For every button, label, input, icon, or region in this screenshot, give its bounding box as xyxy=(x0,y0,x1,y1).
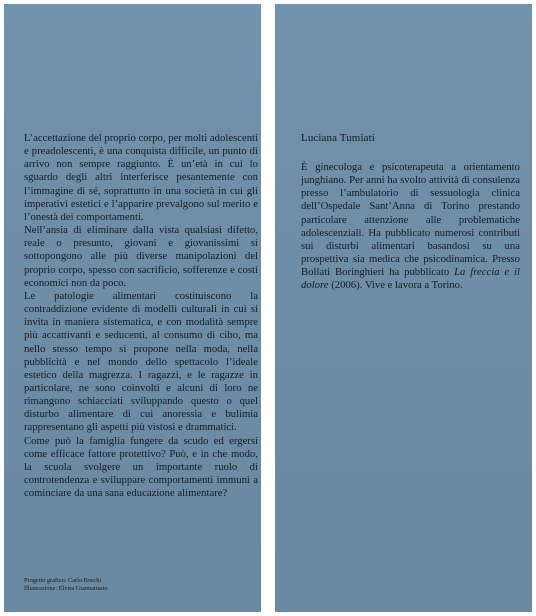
author-bio-paragraph xyxy=(301,161,520,293)
blurb-paragraph-1: L’accettazione del proprio corpo, per molti adolescenti e preadolescenti, è una conquista difficile, un punto di arrivo non sempre raggiunto. È un’età in cui lo sguardo degli altri interferisce pesantemente con l’immagine di sé, soprattutto in una società in cui gli imperativi estetici e l’apparire prevalgono sul merito e l’onestà dei comportamenti. xyxy=(24,132,258,223)
author-bio xyxy=(301,161,520,293)
blurb-paragraph-4: Come può la famiglia fungere da scudo ed ergersi come efficace fattore protettivo? Può, e in che modo, la scuola svolgere un importante ruolo di controtendenza e sviluppare comportamenti immuni a cominciare da una sana educazione alimentare? xyxy=(24,434,258,500)
blurb-paragraph-2: Nell’ansia di eliminare dalla vista qualsiasi difetto, reale o presunto, giovani e giovanissimi si sottopongono alle più diverse manipolazioni del proprio corpo, spesso con sacrificio, sofferenze e costi economici non da poco. xyxy=(24,224,258,289)
book-title: La freccia e il dolore xyxy=(301,266,520,292)
blurb-text xyxy=(24,132,258,500)
blurb-paragraph-3: Le patologie alimentari costituiscono la contraddizione evidente di modelli culturali in cui si invita in maniera sistematica, e con modalità sempre più accattivanti e seducenti, al consumo di cibo, ma nello stesso tempo si propone nella moda, nella pubblicità e nel mondo dello spettacolo l’ideale estetico della magrezza. I ragazzi, e le ragazze in particolare, ne sono coinvolti e alcuni di loro ne rimangono schiacciati sviluppando questo o quel disturbo alimentare di cui anoressia e bulimia rappresentano gli aspetti più vistosi e drammatici. xyxy=(24,289,258,434)
left-flap xyxy=(4,4,261,612)
bio-text-after: (2006). Vive e lavora a Torino. xyxy=(328,279,463,292)
flap-divider xyxy=(261,0,275,616)
design-credit: Progetto grafico: Carlo Boschi xyxy=(24,577,102,584)
author-name: Luciana Tumiati xyxy=(301,132,375,144)
right-flap xyxy=(275,4,532,612)
bio-text-before: È ginecologa e psicoterapeuta a orientamento junghiano. Per anni ha svolto attività di consulenza presso l’ambulatorio di sessuologia clinica dell’Ospedale Sant’Anna di Torino prestando particolare attenzione alle problematiche adolescenziali. Ha pubblicato numerosi contributi sui disturbi alimentari basandosi su una prospettiva sia medica che psicodinamica. Presso Bollati Boringhieri ha pubblicato xyxy=(301,161,520,279)
credits xyxy=(24,577,254,593)
illustration-credit: Illustrazione: Elvira Giannattasio xyxy=(24,585,108,592)
